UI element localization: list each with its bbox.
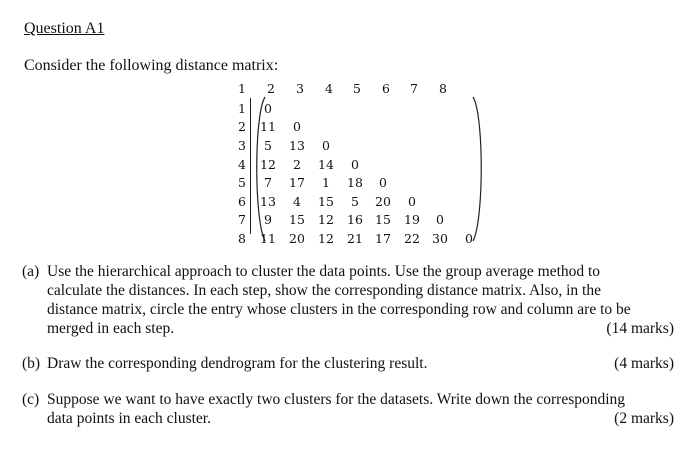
- row-label: 5: [238, 175, 246, 190]
- matrix-cell: 5: [351, 194, 359, 209]
- column-header: 6: [382, 81, 390, 96]
- matrix-cell: 5: [264, 138, 272, 153]
- matrix-cell: 15: [318, 194, 334, 209]
- part-b: [22, 354, 674, 373]
- part-a-label: (a): [22, 263, 40, 280]
- matrix-cell: 0: [408, 194, 416, 209]
- part-b-text: Draw the corresponding dendrogram for the clustering result.: [47, 355, 428, 372]
- matrix-right-bracket: [470, 95, 488, 245]
- row-label: 8: [238, 231, 246, 246]
- matrix-cell: 20: [375, 194, 391, 209]
- column-header: 7: [410, 81, 418, 96]
- matrix-cell: 0: [322, 138, 330, 153]
- matrix-cell: 12: [318, 212, 334, 227]
- part-b-label: (b): [22, 355, 41, 372]
- row-label: 4: [238, 157, 246, 172]
- matrix-cell: 12: [260, 157, 276, 172]
- matrix-cell: 13: [260, 194, 276, 209]
- row-label: 6: [238, 194, 246, 209]
- part-c: [22, 390, 674, 428]
- row-label: 1: [238, 101, 246, 116]
- matrix-cell: 19: [404, 212, 420, 227]
- matrix-cell: 17: [289, 175, 305, 190]
- part-c-line: Suppose we want to have exactly two clusters for the datasets. Write down the corresponding: [47, 391, 626, 408]
- matrix-cell: 0: [264, 101, 272, 116]
- column-header: 4: [325, 81, 333, 96]
- part-b-marks: (4 marks): [614, 355, 674, 372]
- matrix-cell: 9: [264, 212, 272, 227]
- matrix-cell: 15: [289, 212, 305, 227]
- matrix-cell: 4: [293, 194, 301, 209]
- part-c-label: (c): [22, 391, 40, 408]
- matrix-cell: 30: [432, 231, 448, 246]
- matrix-cell: 15: [375, 212, 391, 227]
- matrix-cell: 17: [375, 231, 391, 246]
- column-header: 3: [296, 81, 304, 96]
- matrix-cell: 20: [289, 231, 305, 246]
- matrix-cell: 11: [260, 231, 276, 246]
- row-label: 2: [238, 119, 246, 134]
- matrix-cell: 0: [436, 212, 444, 227]
- matrix-cell: 12: [318, 231, 334, 246]
- matrix-cell: 0: [351, 157, 359, 172]
- column-header: 1: [238, 81, 246, 96]
- matrix-cell: 1: [322, 175, 330, 190]
- matrix-cell: 2: [293, 157, 301, 172]
- part-a-line: merged in each step.: [47, 320, 175, 337]
- matrix-cell: 11: [260, 119, 276, 134]
- matrix-cell: 0: [293, 119, 301, 134]
- row-label: 7: [238, 212, 246, 227]
- question-title: Question A1: [24, 20, 105, 37]
- matrix-cell: 13: [289, 138, 305, 153]
- matrix-cell: 16: [347, 212, 363, 227]
- part-c-marks: (2 marks): [614, 410, 674, 427]
- column-header: 2: [267, 81, 275, 96]
- column-header: 8: [439, 81, 447, 96]
- column-header: 5: [353, 81, 361, 96]
- part-a-line: Use the hierarchical approach to cluster the data points. Use the group average method to: [47, 263, 601, 280]
- matrix-cell: 21: [347, 231, 363, 246]
- matrix-cell: 0: [379, 175, 387, 190]
- part-a: [22, 262, 674, 338]
- matrix-cell: 18: [347, 175, 363, 190]
- part-a-line: calculate the distances. In each step, show the corresponding distance matrix. Also, in the: [47, 282, 601, 299]
- matrix-cell: 22: [404, 231, 420, 246]
- matrix-cell: 14: [318, 157, 334, 172]
- row-label-divider: [250, 98, 251, 234]
- intro-text: Consider the following distance matrix:: [24, 57, 279, 74]
- matrix-cell: 0: [465, 231, 473, 246]
- part-a-marks: (14 marks): [606, 320, 674, 337]
- row-label: 3: [238, 138, 246, 153]
- part-c-line: data points in each cluster.: [47, 410, 211, 427]
- part-a-line: distance matrix, circle the entry whose clusters in the corresponding row and column are to be: [47, 301, 631, 318]
- matrix-cell: 7: [264, 175, 272, 190]
